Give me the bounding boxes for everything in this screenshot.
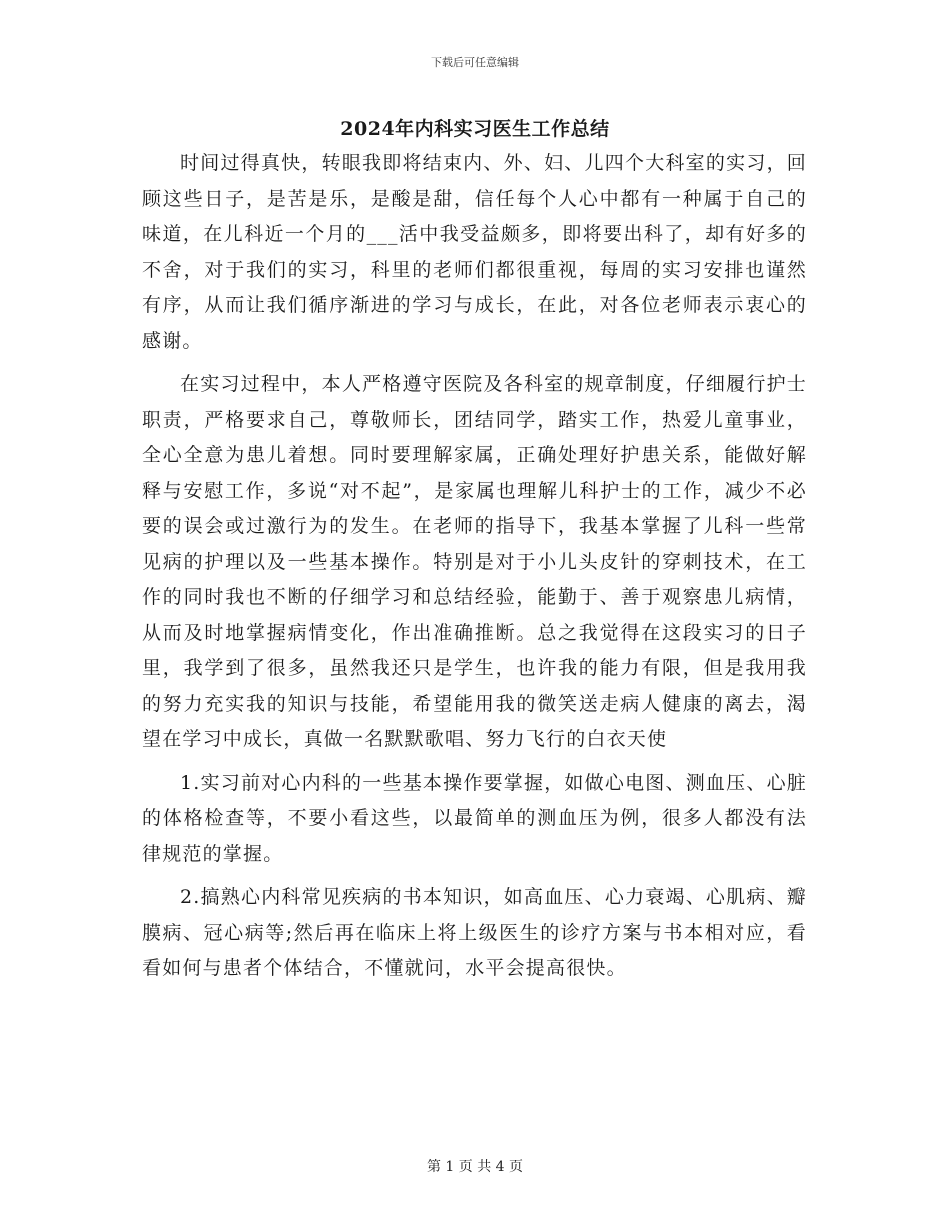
document-body <box>142 146 807 995</box>
body-paragraph: 2.搞熟心内科常见疾病的书本知识，如高血压、心力衰竭、心肌病、瓣膜病、冠心病等;然后再在临床上将上级医生的诊疗方案与书本相对应，看看如何与患者个体结合，不懂就问，水平会提高很快。 <box>142 886 807 979</box>
page-header-note: 下载后可任意编辑 <box>431 56 519 69</box>
body-paragraph: 在实习过程中，本人严格遵守医院及各科室的规章制度，仔细履行护士职责，严格要求自己，尊敬师长，团结同学，踏实工作，热爱儿童事业，全心全意为患儿着想。同时要理解家属，正确处理好护患关系，能做好解释与安慰工作，多说“对不起”，是家属也理解儿科护士的工作，减少不必要的误会或过激行为的发生。在老师的指导下，我基本掌握了儿科一些常见病的护理以及一些基本操作。特别是对于小儿头皮针的穿刺技术，在工作的同时我也不断的仔细学习和总结经验，能勤于、善于观察患儿病情，从而及时地掌握病情变化，作出准确推断。总之我觉得在这段实习的日子里，我学到了很多，虽然我还只是学生，也许我的能力有限，但是我用我的努力充实我的知识与技能，希望能用我的微笑送走病人健康的离去，渴望在学习中成长，真做一名默默歌唱、努力飞行的白衣天使 <box>142 373 807 750</box>
body-paragraph: 时间过得真快，转眼我即将结束内、外、妇、儿四个大科室的实习，回顾这些日子，是苦是乐，是酸是甜，信任每个人心中都有一种属于自己的味道，在儿科近一个月的___活中我受益颇多，即将要出科了，却有好多的不舍，对于我们的实习，科里的老师们都很重视，每周的实习安排也谨然有序，从而让我们循序渐进的学习与成长，在此，对各位老师表示衷心的感谢。 <box>142 152 807 352</box>
document-title: 2024年内科实习医生工作总结 <box>340 118 610 140</box>
page-number: 第 1 页 共 4 页 <box>426 1159 524 1175</box>
body-paragraph: 1.实习前对心内科的一些基本操作要掌握，如做心电图、测血压、心脏的体格检查等，不要小看这些，以最简单的测血压为例，很多人都没有法律规范的掌握。 <box>142 771 807 865</box>
